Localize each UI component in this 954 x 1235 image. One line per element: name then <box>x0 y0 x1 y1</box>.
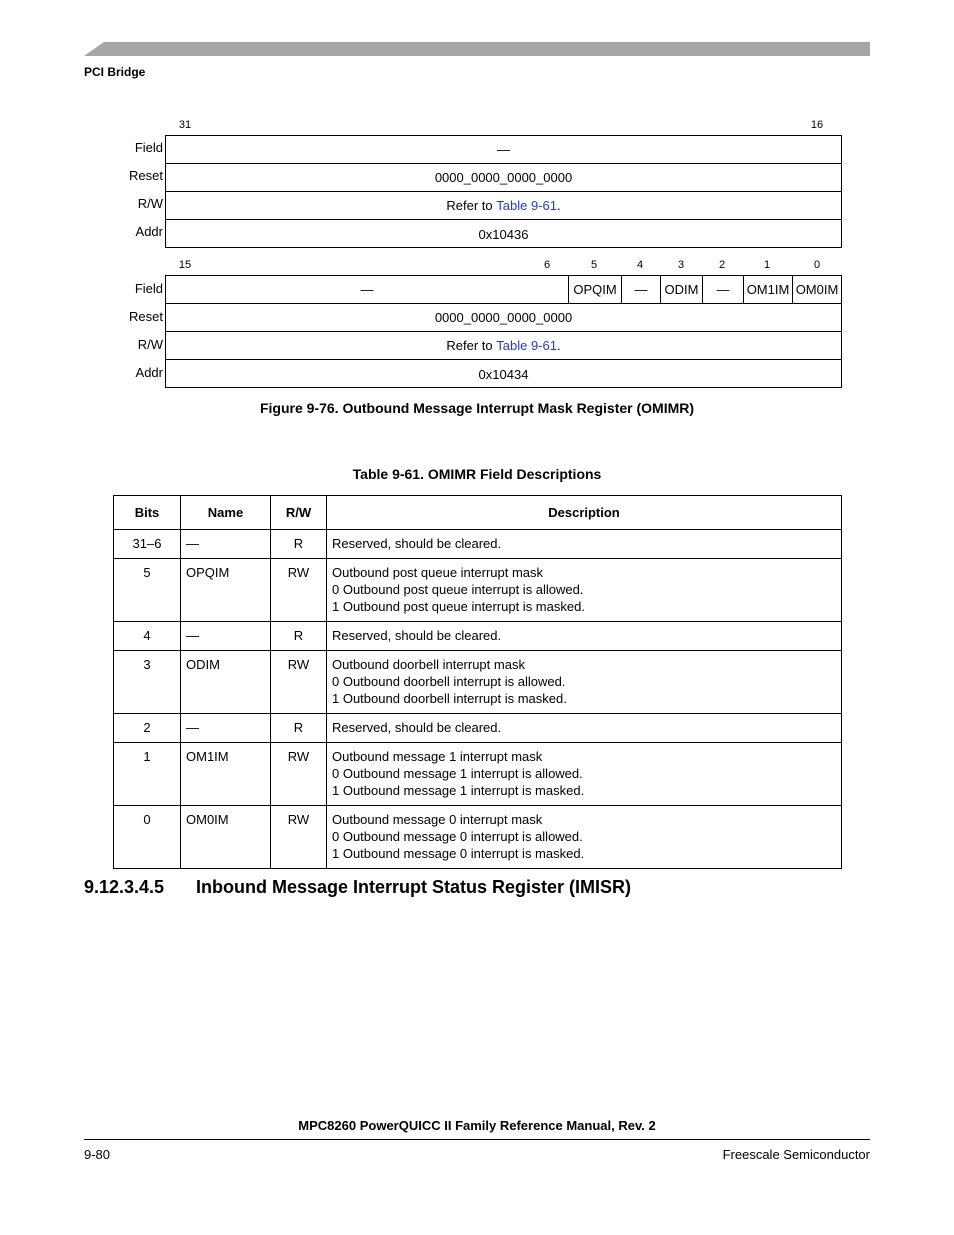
rw-prefix: Refer to <box>446 198 497 213</box>
row-label-addr: Addr <box>135 365 163 380</box>
bit-number: 6 <box>543 259 551 271</box>
table-link[interactable]: Table 9-61 <box>496 338 557 353</box>
cell-bits: 4 <box>114 622 181 651</box>
table-row <box>114 622 842 651</box>
section-number: 9.12.3.4.5 <box>84 877 165 897</box>
header-bar <box>84 42 870 56</box>
register-reset-value: 0000_0000_0000_0000 <box>166 304 841 332</box>
table-row <box>114 651 842 714</box>
register-field-opqim: OPQIM <box>568 276 621 304</box>
cell-description <box>327 714 842 743</box>
bit-number: 15 <box>178 259 192 271</box>
register-diagram-lower <box>165 275 842 388</box>
company-name: Freescale Semiconductor <box>722 1147 870 1162</box>
cell-name: ODIM <box>181 651 271 714</box>
cell-bits: 5 <box>114 559 181 622</box>
description-line: 1 Outbound message 1 interrupt is masked. <box>332 783 585 798</box>
cell-bits: 2 <box>114 714 181 743</box>
cell-rw: RW <box>271 743 327 806</box>
register-rw <box>166 192 841 220</box>
cell-bits: 0 <box>114 806 181 869</box>
bit-number: 2 <box>718 259 726 271</box>
cell-description <box>327 806 842 869</box>
cell-rw: RW <box>271 806 327 869</box>
register-rw <box>166 332 841 360</box>
register-diagram-upper <box>165 135 842 248</box>
cell-description <box>327 530 842 559</box>
figure-caption: Figure 9-76. Outbound Message Interrupt Mask Register (OMIMR) <box>259 400 695 416</box>
cell-rw: RW <box>271 559 327 622</box>
cell-name: OM1IM <box>181 743 271 806</box>
register-field-odim: ODIM <box>660 276 702 304</box>
row-label-field: Field <box>134 281 163 296</box>
bit-number: 3 <box>677 259 685 271</box>
register-field-om1im: OM1IM <box>743 276 792 304</box>
description-line: Outbound post queue interrupt mask <box>332 565 544 580</box>
description-line: Reserved, should be cleared. <box>332 536 502 551</box>
table-header-row <box>114 496 842 530</box>
column-header-description: Description <box>327 496 842 530</box>
register-field-reserved: — <box>166 136 841 164</box>
cell-description <box>327 559 842 622</box>
register-reset-value: 0000_0000_0000_0000 <box>166 164 841 192</box>
bit-number: 4 <box>636 259 644 271</box>
cell-bits: 31–6 <box>114 530 181 559</box>
row-label-reset: Reset <box>129 309 163 324</box>
row-label-reset: Reset <box>129 168 163 183</box>
register-address: 0x10434 <box>478 366 529 382</box>
cell-bits: 3 <box>114 651 181 714</box>
description-line: Reserved, should be cleared. <box>332 720 502 735</box>
row-label-rw: R/W <box>137 196 163 211</box>
bit-number: 5 <box>590 259 598 271</box>
bit-number: 16 <box>810 119 824 131</box>
cell-name: — <box>181 530 271 559</box>
cell-description <box>327 651 842 714</box>
description-line: Reserved, should be cleared. <box>332 628 502 643</box>
rw-suffix: . <box>556 338 561 353</box>
cell-rw: R <box>271 622 327 651</box>
table-row <box>114 714 842 743</box>
rw-prefix: Refer to <box>446 338 497 353</box>
cell-rw: R <box>271 530 327 559</box>
description-line: 1 Outbound doorbell interrupt is masked. <box>332 691 567 706</box>
cell-rw: RW <box>271 651 327 714</box>
section-heading <box>84 877 631 898</box>
column-header-rw: R/W <box>271 496 327 530</box>
table-row <box>114 559 842 622</box>
register-field-reserved: — <box>166 276 568 304</box>
cell-name: — <box>181 714 271 743</box>
rw-suffix: . <box>556 198 561 213</box>
cell-rw: R <box>271 714 327 743</box>
bit-number: 1 <box>763 259 771 271</box>
register-field-om0im: OM0IM <box>792 276 841 304</box>
row-label-addr: Addr <box>135 224 163 239</box>
description-line: 1 Outbound message 0 interrupt is masked. <box>332 846 585 861</box>
bit-number: 0 <box>813 259 821 271</box>
bit-number: 31 <box>178 119 192 131</box>
running-header: PCI Bridge <box>84 65 146 79</box>
register-address: 0x10436 <box>478 226 529 242</box>
column-header-name: Name <box>181 496 271 530</box>
description-line: 1 Outbound post queue interrupt is masked. <box>332 599 585 614</box>
description-line: Outbound doorbell interrupt mask <box>332 657 525 672</box>
footer-title: MPC8260 PowerQUICC II Family Reference Manual, Rev. 2 <box>298 1118 656 1133</box>
footer-rule <box>84 1139 870 1140</box>
table-caption: Table 9-61. OMIMR Field Descriptions <box>352 466 602 482</box>
description-line: 0 Outbound post queue interrupt is allowed. <box>332 582 584 597</box>
description-line: 0 Outbound message 1 interrupt is allowed. <box>332 766 583 781</box>
row-label-field: Field <box>134 140 163 155</box>
register-field-reserved: — <box>621 276 660 304</box>
column-header-bits: Bits <box>114 496 181 530</box>
description-line: 0 Outbound message 0 interrupt is allowed. <box>332 829 583 844</box>
cell-bits: 1 <box>114 743 181 806</box>
row-label-rw: R/W <box>137 337 163 352</box>
table-link[interactable]: Table 9-61 <box>496 198 557 213</box>
cell-name: OM0IM <box>181 806 271 869</box>
page-number: 9-80 <box>84 1147 111 1162</box>
register-field-reserved: — <box>702 276 743 304</box>
table-row <box>114 743 842 806</box>
cell-description <box>327 743 842 806</box>
description-line: Outbound message 1 interrupt mask <box>332 749 543 764</box>
section-title: Inbound Message Interrupt Status Register (IMISR) <box>196 877 632 897</box>
cell-name: — <box>181 622 271 651</box>
description-line: Outbound message 0 interrupt mask <box>332 812 543 827</box>
field-descriptions-table <box>113 495 842 869</box>
table-row <box>114 806 842 869</box>
cell-description <box>327 622 842 651</box>
cell-name: OPQIM <box>181 559 271 622</box>
description-line: 0 Outbound doorbell interrupt is allowed. <box>332 674 566 689</box>
table-row <box>114 530 842 559</box>
